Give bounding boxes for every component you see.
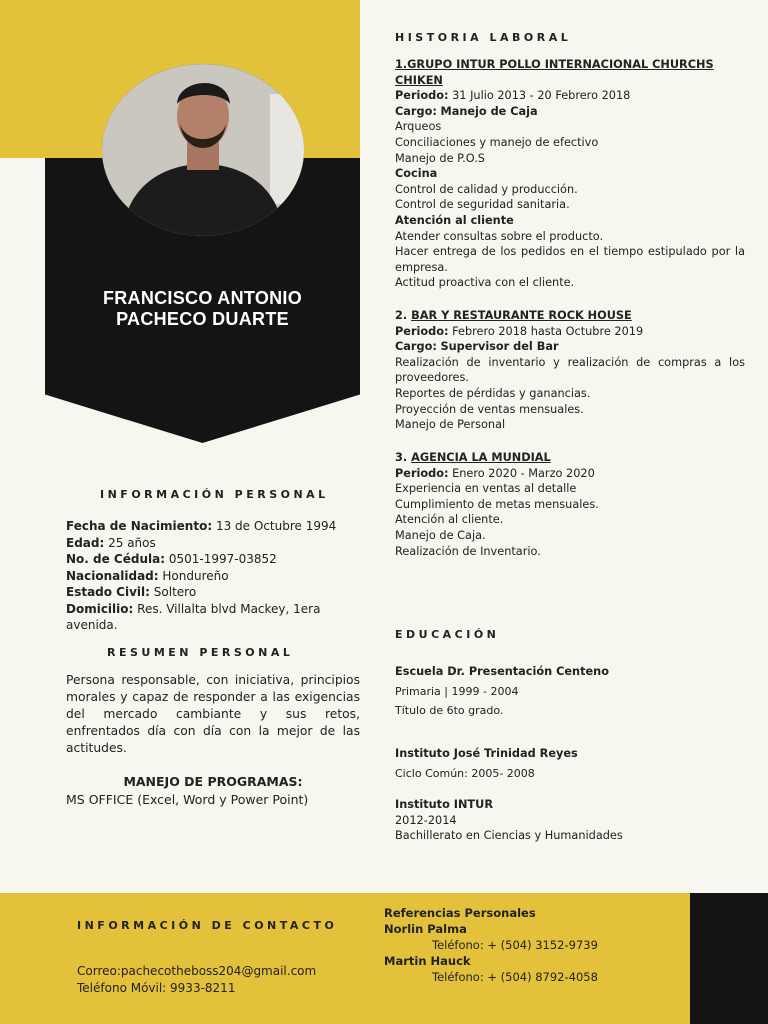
job-1-task: Atender consultas sobre el producto. [395,229,604,243]
programs-title-text: MANEJO DE PROGRAMAS: [123,774,303,789]
education-title: EDUCACIÓN [395,628,500,641]
job-1 [395,57,745,291]
job-2-task: Proyección de ventas mensuales. [395,402,584,416]
address-label: Domicilio: [66,601,134,616]
contact-block [77,963,316,997]
education-2-school: Instituto José Trinidad Reyes [395,747,578,760]
references-block [384,905,684,985]
education-1-detail: Título de 6to grado. [395,704,504,718]
nationality-label: Nacionalidad: [66,568,159,583]
birth-value: 13 de Octubre 1994 [215,519,337,533]
job-1-task: Manejo de P.O.S [395,151,485,165]
summary-title: RESUMEN PERSONAL [107,646,294,659]
contact-phone: Teléfono Móvil: 9933-8211 [77,981,236,995]
summary-text: Persona responsable, con iniciativa, principios morales y capaz de responder a las exigencias del mercado cambiante y sus retos, enfrentados día con día con la mejor de las actitudes. [66,673,360,755]
job-1-subheading: Cocina [395,167,438,181]
job-3-period-label: Periodo: [395,466,449,480]
job-1-name: 1.GRUPO INTUR POLLO INTERNACIONAL CHURCHS CHIKEN [395,58,714,87]
id-label: No. de Cédula: [66,552,166,566]
job-3-period: Enero 2020 - Marzo 2020 [452,466,595,480]
job-2-period-label: Periodo: [395,324,449,338]
job-2-name: BAR Y RESTAURANTE ROCK HOUSE [411,309,632,322]
candidate-name [45,288,360,330]
job-2-role-label: Cargo: [395,340,437,354]
footer-dark-block [690,893,768,1024]
civil-label: Estado Civil: [66,585,150,599]
reference-2-name: Martin Hauck [384,954,471,968]
education-1-level: Primaria | 1999 - 2004 [395,684,519,698]
job-3-number: 3. [395,451,412,464]
civil-value: Soltero [153,585,197,599]
job-1-period-label: Periodo: [395,89,449,103]
job-2 [395,308,745,433]
age-label: Edad: [66,535,105,550]
job-1-subheading: Atención al cliente [395,213,514,227]
job-3-task: Experiencia en ventas al detalle [395,482,577,496]
job-1-task: Arqueos [395,120,442,134]
job-1-role: Manejo de Caja [440,104,538,118]
job-3-task: Atención al cliente. [395,513,504,527]
job-1-task: Hacer entrega de los pedidos en el tiempo estipulado por la empresa. [395,245,745,274]
contact-email: Correo:pachecotheboss204@gmail.com [77,964,317,978]
education-entry-3 [395,797,745,844]
address-value: Res. Villalta blvd Mackey, 1era avenida. [66,601,321,632]
reference-1-name: Norlin Palma [384,922,467,936]
job-3-task: Manejo de Caja. [395,528,486,542]
education-1-school: Escuela Dr. Presentación Centeno [395,665,609,678]
education-3-school: Instituto INTUR [395,798,494,811]
job-1-role-label: Cargo: [395,104,437,118]
job-2-period: Febrero 2018 hasta Octubre 2019 [452,324,644,338]
education-3-detail: Bachillerato en Ciencias y Humanidades [395,829,623,843]
job-1-task: Actitud proactiva con el cliente. [395,276,575,290]
contact-title: INFORMACIÓN DE CONTACTO [77,919,338,932]
id-value: 0501-1997-03852 [168,552,277,566]
age-value: 25 años [108,535,156,550]
job-2-number: 2. [395,309,412,322]
job-1-task: Conciliaciones y manejo de efectivo [395,135,599,149]
name-line-2: PACHECO DUARTE [116,309,289,329]
job-1-period: 31 Julio 2013 - 20 Febrero 2018 [452,89,631,103]
reference-1-phone: Teléfono: + (504) 3152-9739 [432,938,598,952]
education-entry-1 [395,664,745,719]
education-3-years: 2012-2014 [395,813,457,827]
job-2-task: Reportes de pérdidas y ganancias. [395,386,591,400]
job-2-role: Supervisor del Bar [440,340,559,354]
job-3 [395,450,745,559]
programs-title [66,774,360,791]
work-history-title: HISTORIA LABORAL [395,31,572,44]
birth-label: Fecha de Nacimiento: [66,519,213,533]
job-2-task: Manejo de Personal [395,418,506,432]
personal-info-title: INFORMACIÓN PERSONAL [100,488,329,501]
programs-value: MS OFFICE (Excel, Word y Power Point) [66,792,309,807]
job-1-task: Control de seguridad sanitaria. [395,198,570,212]
profile-photo [102,64,304,236]
reference-2-phone: Teléfono: + (504) 8792-4058 [432,970,598,984]
education-entry-2 [395,746,745,781]
personal-info-block [66,518,360,634]
nationality-value: Hondureño [162,568,229,583]
person-avatar-icon [102,64,304,236]
references-title: Referencias Personales [384,906,536,920]
job-3-task: Realización de Inventario. [395,544,541,558]
job-3-name: AGENCIA LA MUNDIAL [411,451,551,464]
job-1-task: Control de calidad y producción. [395,182,578,196]
education-2-level: Ciclo Común: 2005- 2008 [395,766,535,780]
name-line-1: FRANCISCO ANTONIO [102,288,303,308]
job-3-task: Cumplimiento de metas mensuales. [395,497,599,511]
job-2-task: Realización de inventario y realización de compras a los proveedores. [395,355,745,385]
